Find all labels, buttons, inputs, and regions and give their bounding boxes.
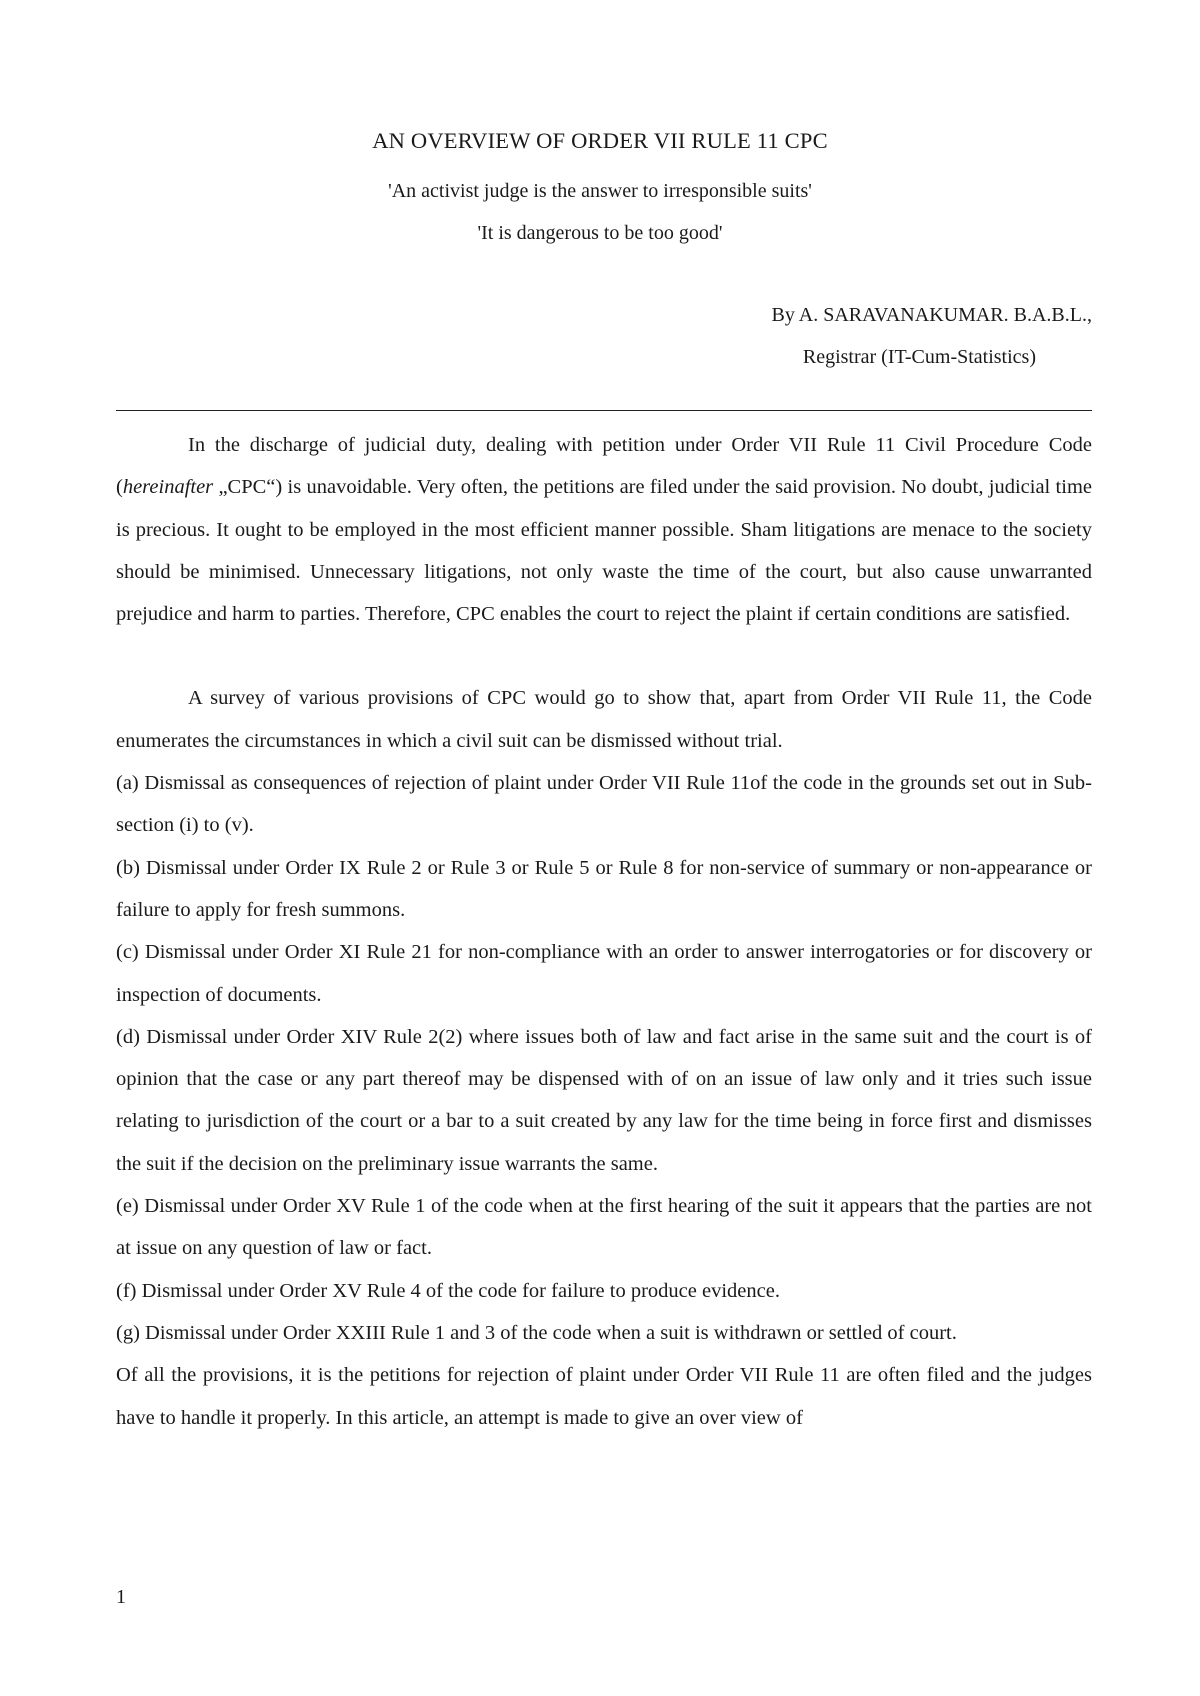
- intro-text-start: In the discharge of judicial duty, dealing with petition under Order VII Rule 11 Civil Procedure Code (: [116, 434, 1092, 499]
- page-number: 1: [116, 1586, 126, 1608]
- intro-text-rest: „CPC“) is unavoidable. Very often, the petitions are filed under the said provision. No doubt, judicial time is precious. It ought to be employed in the most efficient manner possible. Sham litigations are menace to the society should be minimised. Unnecessary litigations, not only waste the time of the court, but also cause unwarranted prejudice and harm to parties. Therefore, CPC enables the court to reject the plaint if certain conditions are satisfied.: [116, 476, 1092, 626]
- intro-paragraph: [116, 424, 1092, 635]
- list-item-b: (b) Dismissal under Order IX Rule 2 or Rule 3 or Rule 5 or Rule 8 for non-service of summary or non-appearance or failure to apply for fresh summons.: [116, 856, 1092, 921]
- epigraph-2: 'It is dangerous to be too good': [477, 222, 723, 244]
- closing-paragraph: Of all the provisions, it is the petitions for rejection of plaint under Order VII Rule 11 are often filed and the judges have to handle it properly. In this article, an attempt is made to give an over view of: [116, 1364, 1092, 1429]
- list-item-g: (g) Dismissal under Order XXIII Rule 1 and 3 of the code when a suit is withdrawn or settled of court.: [116, 1321, 957, 1344]
- list-item-d: (d) Dismissal under Order XIV Rule 2(2) where issues both of law and fact arise in the same suit and the court is of opinion that the case or any part thereof may be dispensed with of on an issue of law only and it tries such issue relating to jurisdiction of the court or a bar to a suit created by any law for the time being in force first and dismisses the suit if the decision on the preliminary issue warrants the same.: [116, 1025, 1092, 1175]
- list-item-f: (f) Dismissal under Order XV Rule 4 of the code for failure to produce evidence.: [116, 1279, 780, 1302]
- author-byline: By A. SARAVANAKUMAR. B.A.B.L.,: [771, 304, 1092, 326]
- survey-paragraph: A survey of various provisions of CPC would go to show that, apart from Order VII Rule 11, the Code enumerates the circumstances in which a civil suit can be dismissed without trial.: [116, 687, 1092, 752]
- list-item-e: (e) Dismissal under Order XV Rule 1 of the code when at the first hearing of the suit it appears that the parties are not at issue on any question of law or fact.: [116, 1195, 1092, 1260]
- horizontal-divider: [116, 410, 1092, 411]
- document-body: [116, 424, 1092, 1439]
- list-item-a: (a) Dismissal as consequences of rejection of plaint under Order VII Rule 11of the code in the grounds set out in Sub-section (i) to (v).: [116, 772, 1092, 837]
- epigraph-1: 'An activist judge is the answer to irresponsible suits': [388, 180, 812, 202]
- list-item-c: (c) Dismissal under Order XI Rule 21 for non-compliance with an order to answer interrogatories or for discovery or inspection of documents.: [116, 941, 1092, 1006]
- document-title: AN OVERVIEW OF ORDER VII RULE 11 CPC: [372, 128, 828, 153]
- intro-italic-term: hereinafter: [122, 476, 214, 499]
- author-role: Registrar (IT-Cum-Statistics): [802, 346, 1036, 368]
